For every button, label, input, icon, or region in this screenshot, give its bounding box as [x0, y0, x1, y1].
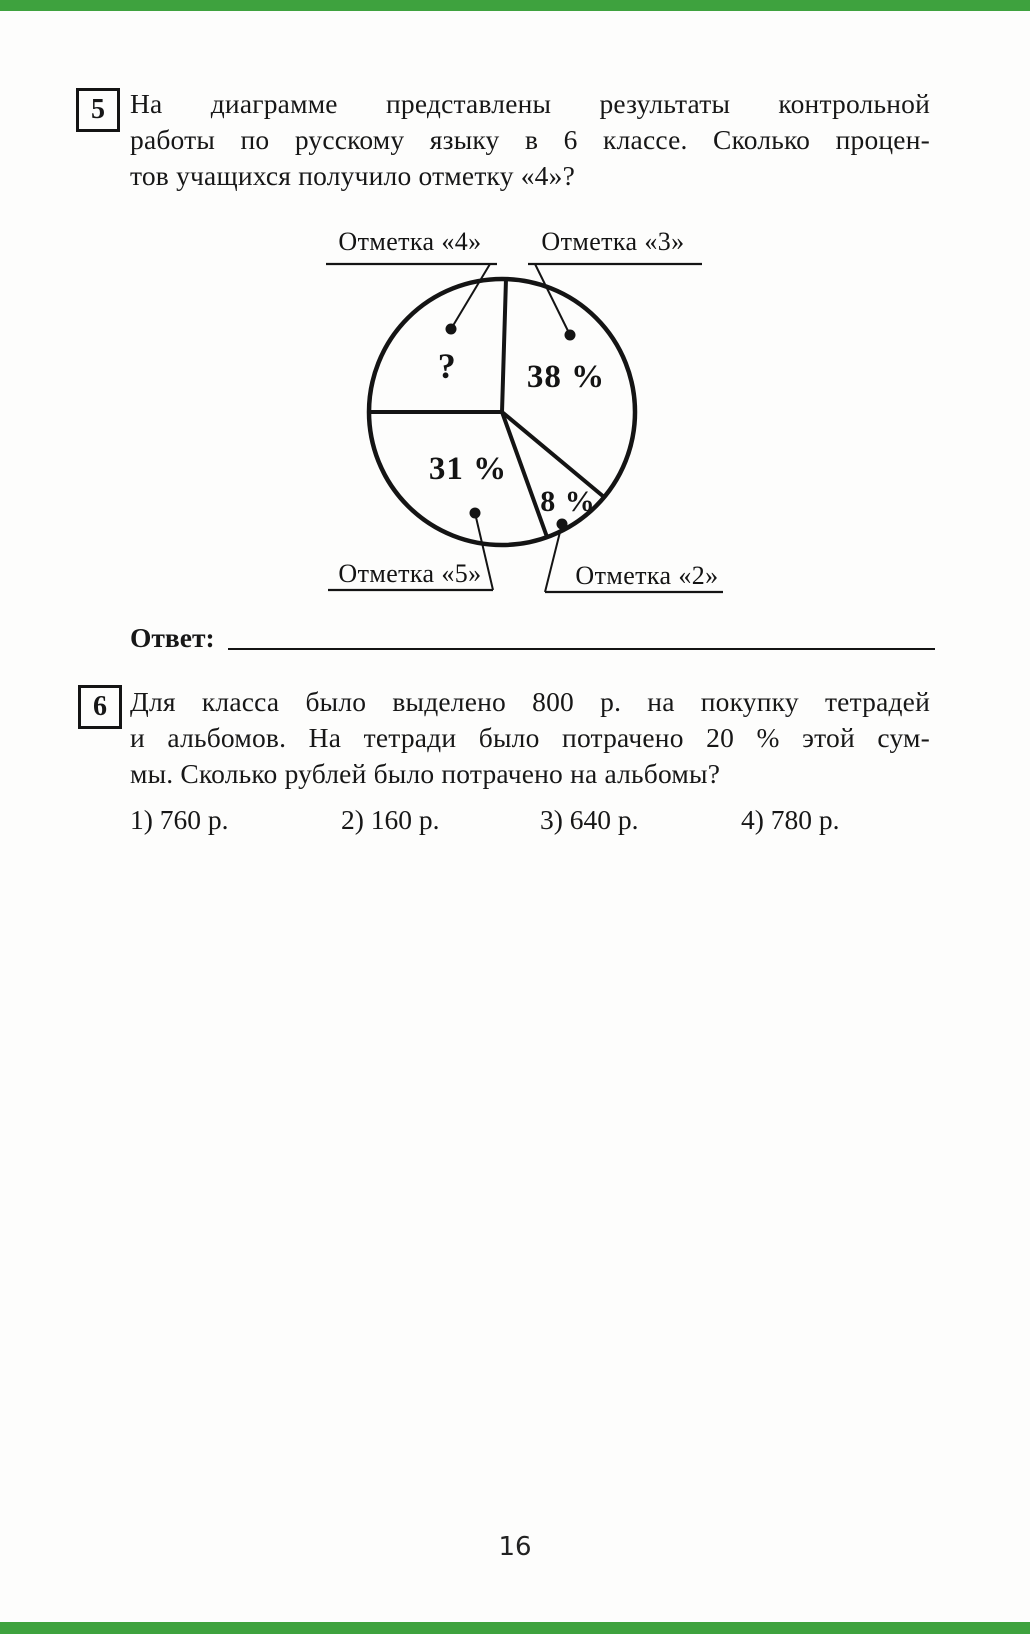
top-green-band: [0, 0, 1030, 11]
option-2: 2) 160 р.: [341, 804, 440, 835]
option-4: 4) 780 р.: [741, 804, 840, 835]
answer-blank-line: [228, 648, 935, 650]
answer-options-row: [130, 804, 935, 840]
option-3: 3) 640 р.: [540, 804, 639, 835]
page-number: 16: [498, 1532, 532, 1562]
problem-6-number: 6: [93, 691, 107, 722]
problem-6-line-3: мы. Сколько рублей было потрачено на альбомы?: [130, 758, 721, 789]
problem-5-line-3: тов учащихся получило отметку «4»?: [130, 160, 575, 191]
callout-label-otmetka-5: Отметка «5»: [338, 559, 482, 588]
slice-value-otmetka-4: ?: [437, 346, 457, 386]
problem-6-line-1: Для класса было выделено 800 р. на покупку тетрадей: [130, 686, 930, 717]
bottom-green-band: [0, 1622, 1030, 1634]
callout-label-otmetka-2: Отметка «2»: [575, 561, 719, 590]
leader-dot-otmetka-5: [470, 508, 481, 519]
problem-5-text: [130, 86, 930, 194]
slice-value-otmetka-3: 38 %: [526, 359, 606, 395]
pie-chart: [300, 215, 760, 607]
leader-line-otmetka-3: [535, 264, 570, 335]
slice-value-otmetka-5: 31 %: [428, 451, 508, 487]
leader-dot-otmetka-4: [446, 324, 457, 335]
callout-label-otmetka-3: Отметка «3»: [541, 227, 685, 256]
option-1: 1) 760 р.: [130, 804, 229, 835]
pie-chart-svg: [300, 215, 760, 607]
answer-label: Ответ:: [130, 622, 215, 653]
problem-6-text: [130, 684, 930, 792]
leader-dot-otmetka-3: [565, 330, 576, 341]
problem-5-line-1: На диаграмме представлены результаты контрольной: [130, 88, 930, 119]
problem-6-number-box: [78, 685, 122, 729]
slice-value-otmetka-2: 8 %: [540, 485, 596, 518]
problem-5-number-box: [76, 88, 120, 132]
radius-top: [502, 279, 506, 412]
leader-line-otmetka-4: [451, 264, 490, 329]
leader-dot-otmetka-2: [557, 519, 568, 530]
callout-label-otmetka-4: Отметка «4»: [338, 227, 482, 256]
problem-5-line-2: работы по русскому языку в 6 классе. Сколько процен-: [130, 124, 930, 155]
problem-5-number: 5: [91, 94, 105, 125]
problem-6-line-2: и альбомов. На тетради было потрачено 20 % этой сум-: [130, 722, 930, 753]
